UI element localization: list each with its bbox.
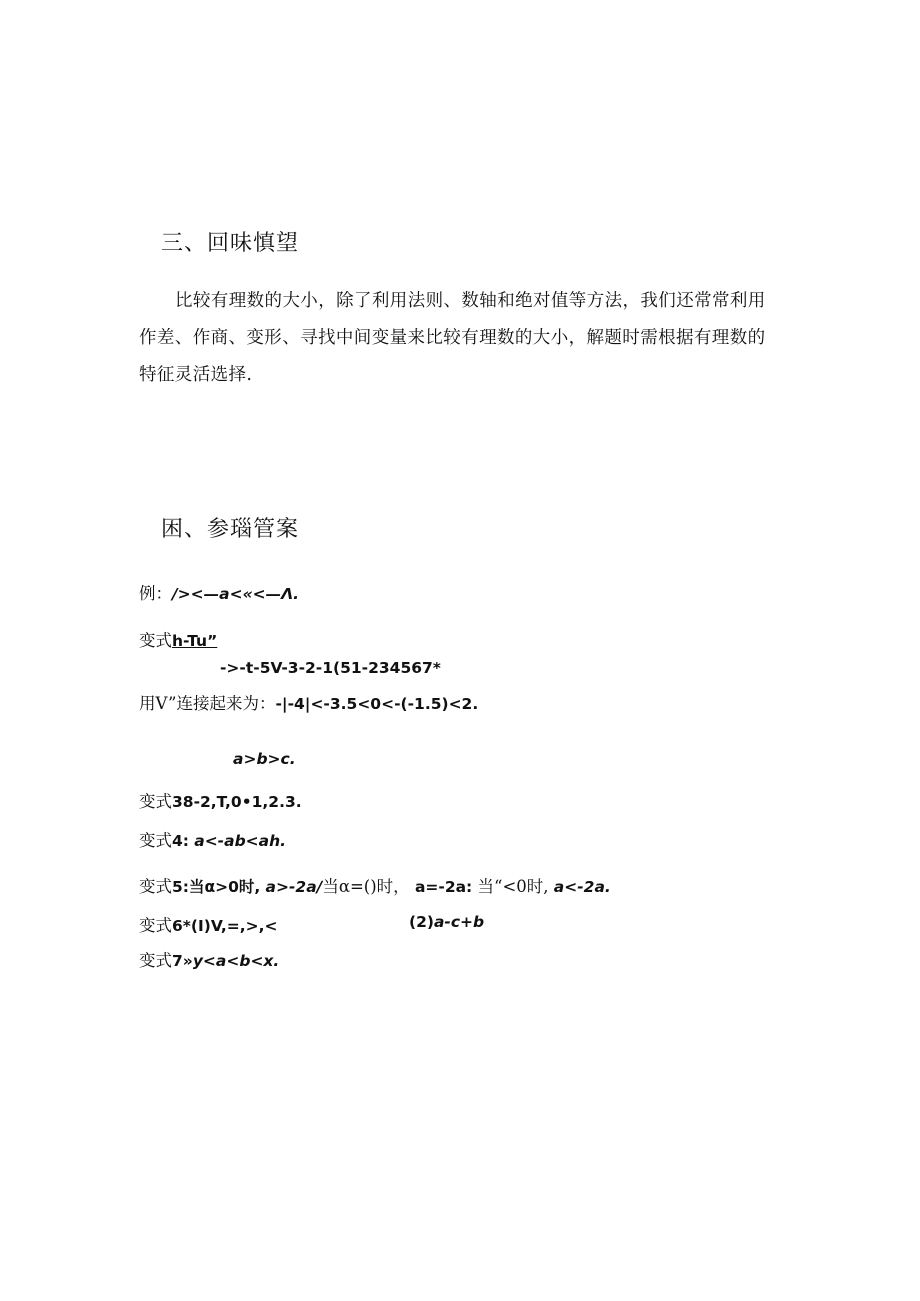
answer-variant-6-part2 [409,912,484,931]
answer-variant-1 [139,627,217,651]
section-heading-review: 三、回味慎望 [161,231,300,256]
answer-content: a<-ab<ah. [194,832,287,850]
answer-prefix: 变式 [139,831,172,850]
answer-number: 4: [172,832,189,850]
answer-part: 5:当α>0时, [172,878,261,896]
answer-part: 6*(I)V,=,>,< [172,917,278,935]
answer-variant-2: a>b>c. [233,750,296,768]
answer-part: 当α=()时， [322,877,410,896]
answer-number: 7» [172,952,193,970]
answer-prefix: 变式 [139,951,172,970]
answer-content: h-Tu” [172,632,218,650]
answer-content: 38-2,T,0•1,2.3. [172,793,302,811]
number-line-labels: ->-t-5V-3-2-1(51-234567* [220,659,441,677]
answer-content: -|-4|<-3.5<0<-(-1.5)<2. [275,695,479,713]
answer-prefix: 变式 [139,877,172,896]
answer-content: /><—a<«<—Λ. [172,585,300,603]
section-heading-answers: 困、参瑙管案 [161,517,300,542]
answer-prefix: 例： [139,584,172,603]
answer-variant-6 [139,912,277,936]
answer-content: a-c+b [433,913,485,931]
review-paragraph: 比较有理数的大小，除了利用法则、数轴和绝对值等方法，我们还常常利用作差、作商、变形、寻找中间变量来比较有理数的大小，解题时需根据有理数的特征灵活选择. [139,291,766,385]
answer-label: (2) [409,913,434,931]
answer-prefix: 变式 [139,631,172,650]
answer-variant-5 [139,873,611,897]
answer-variant-7 [139,947,279,971]
answer-variant-3 [139,788,302,812]
answer-part: a=-2a: [414,878,473,896]
answer-part: a>-2a∕ [265,878,323,896]
answer-prefix: 变式 [139,792,172,811]
answer-content: y<a<b<x. [192,952,280,970]
answer-part: 当“<0时, [477,877,549,896]
answer-variant-4 [139,827,286,851]
answer-variant-1-order [139,690,478,714]
answer-part: a<-2a. [553,878,611,896]
answer-prefix: 用V”连接起来为： [139,694,276,713]
answer-example [139,580,299,604]
answer-prefix: 变式 [139,916,172,935]
